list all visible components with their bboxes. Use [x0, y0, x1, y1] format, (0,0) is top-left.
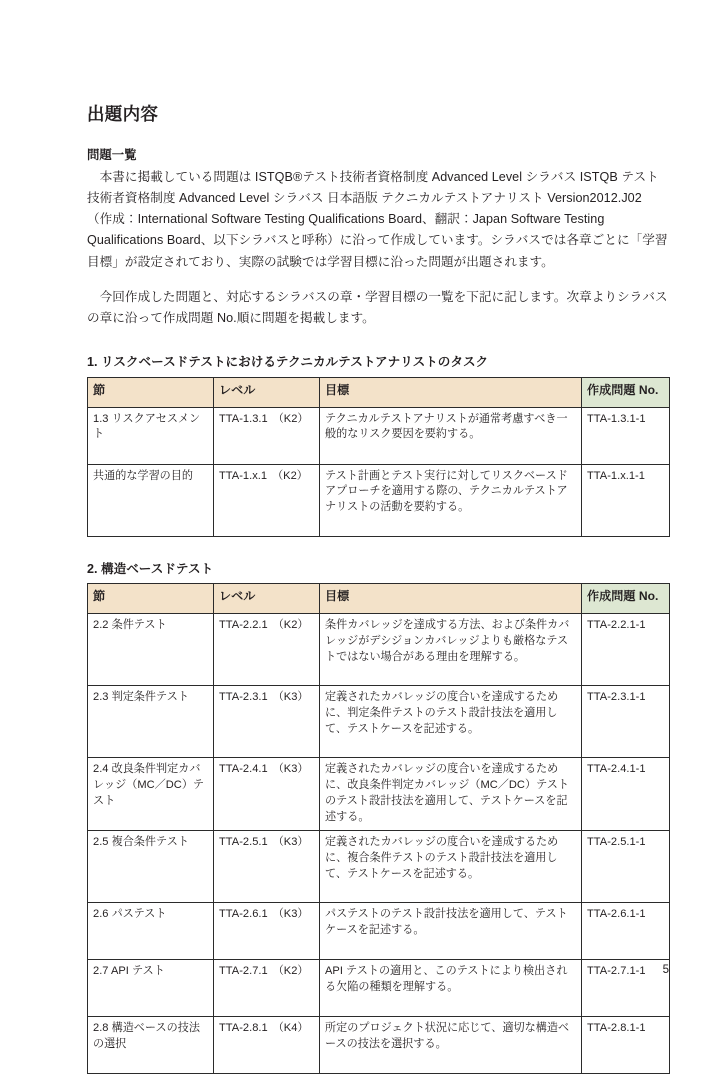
section-block-1 [87, 354, 669, 537]
column-header-objective: 目標 [320, 377, 582, 407]
level-k-value: （K3） [272, 908, 309, 921]
level-k-value: （K4） [272, 1022, 309, 1035]
level-code: TTA-1.x.1 [219, 469, 268, 482]
cell-objective: 定義されたカバレッジの度合いを達成するために、判定条件テストのテスト設計技法を適用して、テストケースを記述する。 [320, 686, 582, 758]
cell-level [214, 686, 320, 758]
syllabus-table-1 [87, 377, 670, 537]
column-header-question-no: 作成問題 No. [582, 377, 670, 407]
cell-objective: 条件カバレッジを達成する方法、および条件カバレッジがデシジョンカバレッジよりも厳格なテストではない場合がある理由を理解する。 [320, 614, 582, 686]
cell-section: 2.5 複合条件テスト [88, 831, 214, 903]
cell-section: 2.3 判定条件テスト [88, 686, 214, 758]
cell-level [214, 614, 320, 686]
cell-section: 2.6 パステスト [88, 903, 214, 960]
cell-objective: 所定のプロジェクト状況に応じて、適切な構造ベースの技法を選択する。 [320, 1017, 582, 1074]
level-k-value: （K3） [272, 763, 309, 776]
level-k-value: （K2） [272, 412, 309, 425]
cell-level [214, 960, 320, 1017]
column-header-question-no: 作成問題 No. [582, 584, 670, 614]
level-code: TTA-1.3.1 [219, 412, 268, 425]
cell-section: 2.4 改良条件判定カバレッジ（MC／DC）テスト [88, 758, 214, 831]
cell-question-no: TTA-2.2.1-1 [582, 614, 670, 686]
level-k-value: （K2） [272, 469, 308, 482]
table-row [88, 758, 670, 831]
column-header-section: 節 [88, 377, 214, 407]
level-code: TTA-2.4.1 [219, 763, 268, 776]
table-row [88, 1017, 670, 1074]
table-row [88, 831, 670, 903]
column-header-level: レベル [214, 584, 320, 614]
column-header-objective: 目標 [320, 584, 582, 614]
table-row [88, 464, 670, 536]
intro-paragraph-1: 本書に掲載している問題は ISTQB®テスト技術者資格制度 Advanced Level シラバス ISTQB テスト技術者資格制度 Advanced Level シラバス 日本語版 テクニカルテストアナリスト Version2012.J02 （作成：International Software Testing Qualifications Board、翻訳：Japan Software Testing Qualifications Board、以下シラバスと呼称）に沿って作成しています。シラバスでは各章ごとに「学習目標」が設定されており、実際の試験では学習目標に沿った問題が出題されます。 [87, 169, 668, 269]
section-heading-1: 1. リスクベースドテストにおけるテクニカルテストアナリストのタスク [87, 355, 489, 370]
level-k-value: （K2） [272, 965, 309, 978]
level-code: TTA-2.2.1 [219, 619, 268, 632]
cell-question-no: TTA-2.6.1-1 [582, 903, 670, 960]
cell-objective: パステストのテスト設計技法を適用して、テストケースを記述する。 [320, 903, 582, 960]
table-row [88, 903, 670, 960]
intro-paragraph-2: 今回作成した問題と、対応するシラバスの章・学習目標の一覧を下記に記します。次章よりシラバスの章に沿って作成問題 No.順に問題を掲載します。 [87, 289, 668, 325]
cell-question-no: TTA-2.7.1-1 [582, 960, 670, 1017]
syllabus-table-2-body [88, 614, 670, 1074]
cell-section: 2.8 構造ベースの技法の選択 [88, 1017, 214, 1074]
cell-question-no: TTA-2.3.1-1 [582, 686, 670, 758]
column-header-section: 節 [88, 584, 214, 614]
cell-section: 2.2 条件テスト [88, 614, 214, 686]
cell-question-no: TTA-2.5.1-1 [582, 831, 670, 903]
cell-objective: API テストの適用と、このテストにより検出される欠陥の種類を理解する。 [320, 960, 582, 1017]
cell-level [214, 407, 320, 464]
cell-level [214, 464, 320, 536]
section-subheading-question-list: 問題一覧 [87, 148, 137, 162]
table-header-row [88, 584, 670, 614]
level-code: TTA-2.7.1 [219, 965, 268, 978]
cell-objective: 定義されたカバレッジの度合いを達成するために、複合条件テストのテスト設計技法を適用して、テストケースを記述する。 [320, 831, 582, 903]
level-k-value: （K3） [272, 691, 309, 704]
cell-objective: テクニカルテストアナリストが通常考慮すべき一般的なリスク要因を要約する。 [320, 407, 582, 464]
cell-section: 2.7 API テスト [88, 960, 214, 1017]
paragraph-spacer [87, 273, 669, 287]
page-title: 出題内容 [87, 104, 159, 124]
level-k-value: （K2） [272, 619, 309, 632]
section-heading-2: 2. 構造ベースドテスト [87, 561, 214, 576]
cell-section: 1.3 リスクアセスメント [88, 407, 214, 464]
cell-question-no: TTA-2.4.1-1 [582, 758, 670, 831]
cell-question-no: TTA-1.3.1-1 [582, 407, 670, 464]
cell-question-no: TTA-1.x.1-1 [582, 464, 670, 536]
cell-objective: テスト計画とテスト実行に対してリスクベースドアプローチを適用する際の、テクニカルテストアナリストの活動を要約する。 [320, 464, 582, 536]
page-content [87, 104, 669, 1074]
table-header-row [88, 377, 670, 407]
section-block-2 [87, 561, 669, 1074]
level-code: TTA-2.5.1 [219, 836, 268, 849]
table-row [88, 686, 670, 758]
cell-level [214, 1017, 320, 1074]
column-header-level: レベル [214, 377, 320, 407]
cell-section: 共通的な学習の目的 [88, 464, 214, 536]
cell-level [214, 758, 320, 831]
syllabus-table-2 [87, 583, 670, 1074]
page-number: 5 [662, 964, 669, 976]
cell-objective: 定義されたカバレッジの度合いを達成するために、改良条件判定カバレッジ（MC／DC）テストのテスト設計技法を適用して、テストケースを記述する。 [320, 758, 582, 831]
table-row [88, 614, 670, 686]
level-code: TTA-2.8.1 [219, 1022, 268, 1035]
cell-level [214, 831, 320, 903]
cell-level [214, 903, 320, 960]
level-code: TTA-2.6.1 [219, 908, 268, 921]
cell-question-no: TTA-2.8.1-1 [582, 1017, 670, 1074]
level-k-value: （K3） [272, 836, 309, 849]
table-row [88, 960, 670, 1017]
level-code: TTA-2.3.1 [219, 691, 268, 704]
table-row [88, 407, 670, 464]
